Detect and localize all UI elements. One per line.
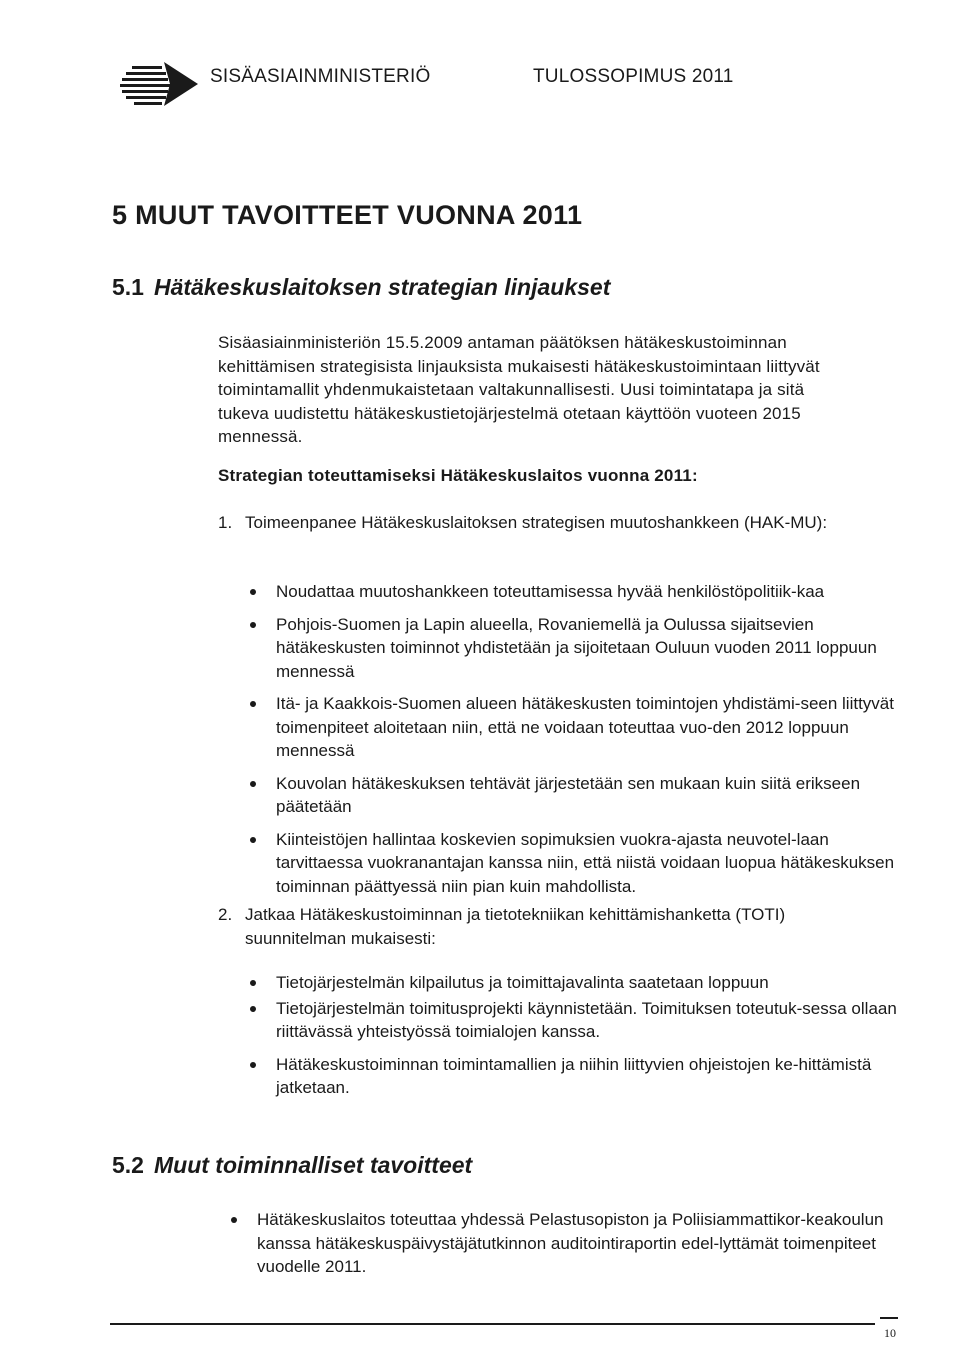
bullet-icon (231, 1217, 237, 1223)
ministry-logo-icon (108, 58, 200, 110)
page-number: 10 (884, 1326, 896, 1340)
section-5-2-title: Muut toiminnalliset tavoitteet (154, 1152, 473, 1178)
paragraph-line: tukeva uudistettu hätäkeskustietojärjestelmä otetaan käyttöön vuoteen 2015 (218, 403, 801, 423)
item-1-bullet-list (247, 580, 907, 907)
section-5-2-heading (112, 1152, 472, 1179)
list-item: Noudattaa muutoshankkeen toteuttamisessa hyvää henkilöstöpolitiik-kaa (247, 580, 907, 604)
section-5-1-heading (112, 274, 610, 301)
item-2-bullet-list (247, 971, 907, 1109)
bullet-icon (250, 701, 256, 707)
numbered-item-1 (218, 511, 908, 535)
list-item: Kiinteistöjen hallintaa koskevien sopimuksien vuokra-ajasta neuvotel-laan tarvittaessa vuokranantajan kanssa niin, että niistä voidaan luopua hätäkeskuksen toiminnan päättyessä niin pian kuin mahdollista. (247, 828, 907, 899)
section-5-1-paragraph (218, 331, 908, 449)
header-document-title: TULOSSOPIMUS 2011 (533, 66, 734, 87)
paragraph-line: kehittämisen strategisista linjauksista mukaisesti hätäkeskustoimintaan liittyvät (218, 356, 820, 376)
list-item: Kouvolan hätäkeskuksen tehtävät järjestetään sen mukaan kuin siitä erikseen päätetään (247, 772, 907, 819)
list-item: Hätäkeskuslaitos toteuttaa yhdessä Pelastusopiston ja Poliisiammattikor-keakoulun kanssa hätäkeskuspäivystäjätutkinnon auditointiraportin edel-lyttämät toimenpiteet vuodelle 2011. (228, 1208, 908, 1279)
section-5-2-number: 5.2 (112, 1152, 144, 1178)
bullet-icon (250, 622, 256, 628)
bullet-icon (250, 1006, 256, 1012)
section-5-1-title: Hätäkeskuslaitoksen strategian linjaukset (154, 274, 611, 300)
numbered-item-2 (218, 903, 908, 950)
list-item: Pohjois-Suomen ja Lapin alueella, Rovaniemellä ja Oulussa sijaitsevien hätäkeskusten toiminnot yhdistetään ja sijoitetaan Ouluun vuoden 2011 loppuun mennessä (247, 613, 907, 684)
list-item: Tietojärjestelmän toimitusprojekti käynnistetään. Toimituksen toteutuk-sessa ollaan riittävässä yhteistyössä toimialojen kanssa. (247, 997, 907, 1044)
bullet-icon (250, 980, 256, 986)
list-item: Tietojärjestelmän kilpailutus ja toimittajavalinta saatetaan loppuun (247, 971, 907, 995)
item-text: Jatkaa Hätäkeskustoiminnan ja tietotekniikan kehittämishanketta (TOTI) suunnitelman mukaisesti: (245, 905, 786, 948)
paragraph-line: mennessä. (218, 427, 303, 446)
bullet-icon (250, 589, 256, 595)
item-number: 1. (218, 513, 233, 532)
bullet-icon (250, 837, 256, 843)
section-5-2-bullet-list (228, 1208, 908, 1288)
list-item: Itä- ja Kaakkois-Suomen alueen hätäkeskusten toimintojen yhdistämi-seen liittyvät toimenpiteet aloitetaan niin, että ne voidaan toteuttaa vuo-den 2012 loppuun mennessä (247, 692, 907, 763)
bullet-icon (250, 1062, 256, 1068)
footer-rule (110, 1323, 875, 1325)
header-ministry-name: SISÄASIAINMINISTERIÖ (210, 66, 431, 87)
paragraph-line: toimintamallit yhdenmukaistetaan valtakunnallisesti. Uusi toimintatapa ja sitä (218, 380, 805, 399)
paragraph-line: Sisäasiainministeriön 15.5.2009 antaman päätöksen hätäkeskustoiminnan (218, 333, 787, 352)
item-text: Toimeenpanee Hätäkeskuslaitoksen strategisen muutoshankkeen (HAK-MU): (245, 513, 828, 532)
item-number: 2. (218, 905, 233, 924)
footer-tick (880, 1317, 898, 1319)
section-5-1-number: 5.1 (112, 274, 144, 300)
section-5-title: 5 MUUT TAVOITTEET VUONNA 2011 (112, 200, 583, 230)
list-item: Hätäkeskustoiminnan toimintamallien ja niihin liittyvien ohjeistojen ke-hittämistä jatketaan. (247, 1053, 907, 1100)
bullet-icon (250, 781, 256, 787)
strategy-heading: Strategian toteuttamiseksi Hätäkeskuslaitos vuonna 2011: (218, 466, 698, 485)
